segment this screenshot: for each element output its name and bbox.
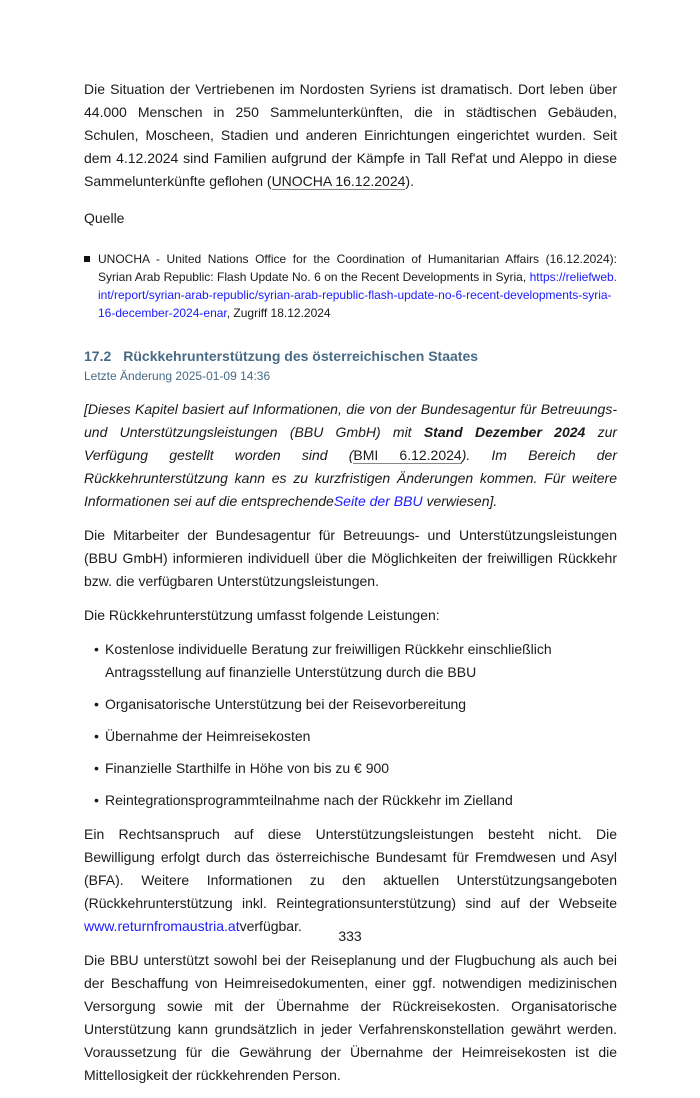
source-url-link[interactable]: https://reliefweb.int/report/syrian-arab-republic/syrian-arab-republic-flash-update-no-6-recent-developments-syria-16-december-2024-enar [98,270,617,320]
bbu-page-link[interactable]: Seite der BBU [333,493,423,509]
text: zur Verfügung gestellt worden sind ( [84,424,618,463]
text: ). Im Bereich der Rückkehrunterstützung kann es zu kurzfristigen Änderungen kommen. Für weitere Informationen sei auf die entsprechende [84,447,617,509]
text: ). [405,173,414,189]
source-label: Quelle [84,210,125,226]
text: verfügbar. [239,918,302,934]
source-item [84,250,617,322]
text: [Dieses Kapitel basiert auf Informationen, die von der Bundesagentur für Betreuungs- und Unterstützungsleistungen (BBU GmbH) mit [84,401,617,440]
citation-link[interactable]: UNOCHA 16.12.2024 [271,173,406,189]
text: , Zugriff 18.12.2024 [226,306,331,320]
list-item: • Reintegrationsprogrammteilnahme nach der Rückkehr im Zielland [94,789,617,812]
paragraph-legal [84,823,617,938]
text: Ein Rechtsanspruch auf diese Unterstützungsleistungen besteht nicht. Die Bewilligung erfolgt durch das österreichische Bundesamt für Fremdwesen und Asyl (BFA). Weitere Informationen zu den aktuellen Unterstützungsangeboten (Rückkehrunterstützung inkl. Reintegrationsunterstützung) sind auf der Webseite [84,826,617,911]
last-modified: Letzte Änderung 2025-01-09 14:36 [84,369,271,383]
text: UNOCHA - United Nations Office for the Coordination of Humanitarian Affairs (16.12.2024): Syrian Arab Republic: Flash Update No. 6 on the Recent Developments in Syria, [98,252,617,284]
intro-note [84,398,617,513]
list-item: • Organisatorische Unterstützung bei der Reisevorbereitung [94,693,617,716]
list-item: • Übernahme der Heimreisekosten [94,725,617,748]
bold-text: Stand Dezember 2024 [423,424,586,440]
paragraph-support: Die BBU unterstützt sowohl bei der Reiseplanung und der Flugbuchung als auch bei der Beschaffung von Heimreisedokumenten, einer ggf. notwendigen medizinischen Versorgung sowie mit der Übernahme der Rückreisekosten. Organisatorische Unterstützung kann grundsätzlich in jeder Verfahrenskonstellation gewährt werden. Voraussetzung für die Gewährung der Übernahme der Heimreisekosten ist die Mittellosigkeit der rückkehrenden Person. [84,952,617,1083]
section-title: Rückkehrunterstützung des österreichischen Staates [123,348,479,364]
text: Die Situation der Vertriebenen im Nordosten Syriens ist dramatisch. Dort leben über 44.000 Menschen in 250 Sammelunterkünften, die in städtischen Gebäuden, Schulen, Moscheen, Stadien und anderen Einrichtungen eingerichtet wurden. Seit dem 4.12.2024 sind Familien aufgrund der Kämpfe in Tall Ref'at und Aleppo in diese Sammelunterkünfte geflohen ( [84,81,617,189]
section-heading [84,346,617,366]
list-item: • Finanzielle Starthilfe in Höhe von bis zu € 900 [94,757,617,780]
services-list [84,638,617,812]
source-list [84,250,617,322]
page-number: 333 [338,928,362,944]
paragraph-situation [84,78,617,193]
section-number: 17.2 [84,348,112,364]
text: verwiesen]. [422,493,498,509]
citation-link[interactable]: BMI 6.12.2024 [353,447,462,463]
list-item: • Kostenlose individuelle Beratung zur freiwilligen Rückkehr einschließlich Antragsstellung auf finanzielle Unterstützung durch die BBU [94,638,617,684]
paragraph-services-intro: Die Rückkehrunterstützung umfasst folgende Leistungen: [84,607,440,623]
paragraph-bbu: Die Mitarbeiter der Bundesagentur für Betreuungs- und Unterstützungsleistungen (BBU GmbH) informieren individuell über die Möglichkeiten der freiwilligen Rückkehr bzw. die verfügbaren Unterstützungsleistungen. [84,527,617,589]
returnfromaustria-link[interactable]: www.returnfromaustria.at [84,918,240,934]
